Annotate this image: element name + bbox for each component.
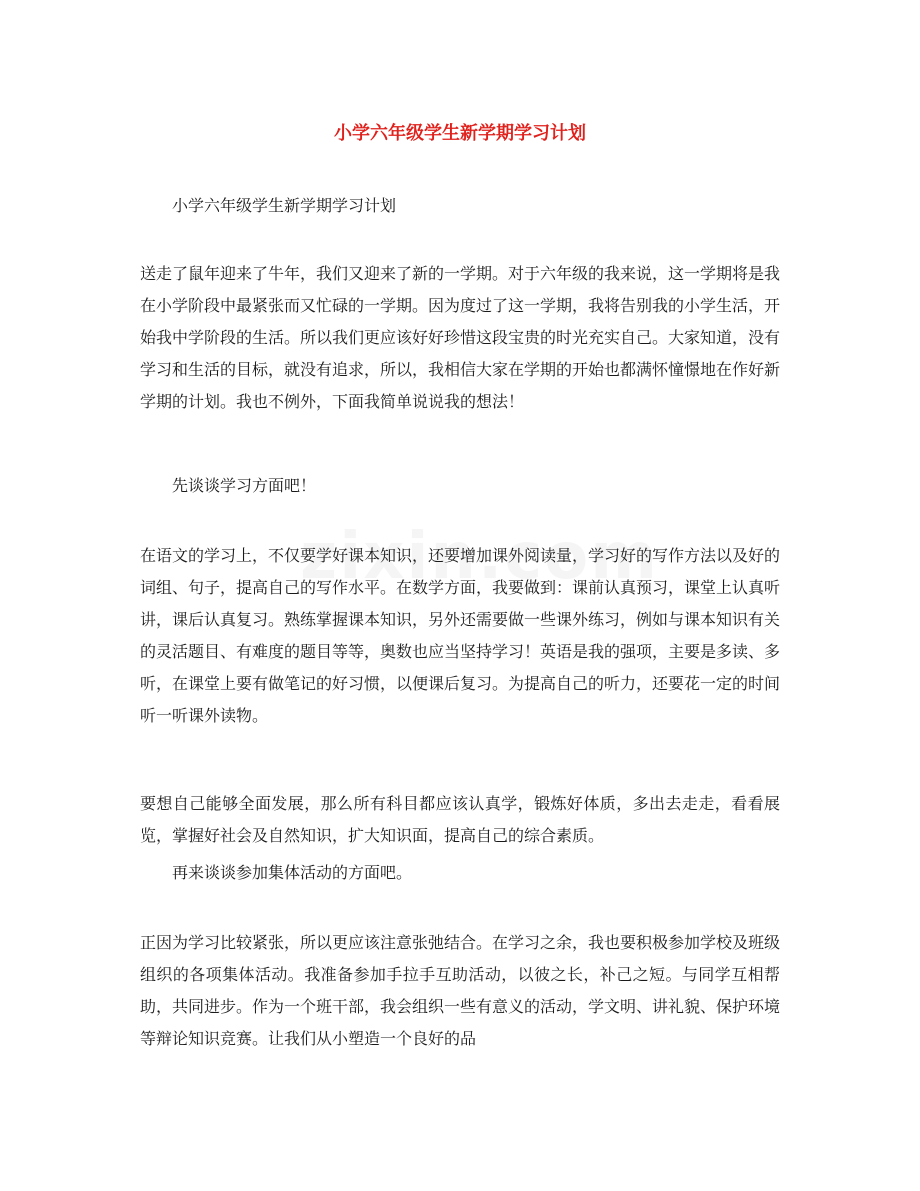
document-title: 小学六年级学生新学期学习计划 <box>334 123 586 144</box>
paragraph-intro: 送走了鼠年迎来了牛年，我们又迎来了新的一学期。对于六年级的我来说，这一学期将是我在小学阶段中最紧张而又忙碌的一学期。因为度过了这一学期，我将告别我的小学生活，开始我中学阶段的生活。所以我们更应该好好珍惜这段宝贵的时光充实自己。大家知道，没有学习和生活的目标，就没有追求，所以，我相信大家在学期的开始也都满怀憧憬地在作好新学期的计划。我也不例外，下面我简单说说我的想法！ <box>140 264 781 411</box>
paragraph-study-heading: 先谈谈学习方面吧！ <box>172 476 317 495</box>
paragraph-subtitle: 小学六年级学生新学期学习计划 <box>172 196 397 215</box>
paragraph-activity-heading: 再来谈谈参加集体活动的方面吧。 <box>172 863 413 882</box>
paragraph-all-round: 要想自己能够全面发展，那么所有科目都应该认真学，锻炼好体质，多出去走走，看看展览，掌握好社会及自然知识，扩大知识面，提高自己的综合素质。 <box>140 794 780 845</box>
paragraph-activity-detail: 正因为学习比较紧张，所以更应该注意张弛结合。在学习之余，我也要积极参加学校及班级组织的各项集体活动。我准备参加手拉手互助活动，以彼之长，补己之短。与同学互相帮助，共同进步。作为一个班干部，我会组织一些有意义的活动，学文明、讲礼貌、保护环境等辩论知识竞赛。让我们从小塑造一个良好的品 <box>140 933 781 1048</box>
paragraph-study-detail: 在语文的学习上，不仅要学好课本知识，还要增加课外阅读量，学习好的写作方法以及好的词组、句子，提高自己的写作水平。在数学方面，我要做到：课前认真预习，课堂上认真听讲，课后认真复习。熟练掌握课本知识，另外还需要做一些课外练习，例如与课本知识有关的灵活题目、有难度的题目等等，奥数也应当坚持学习！英语是我的强项，主要是多读、多听，在课堂上要有做笔记的好习惯，以便课后复习。为提高自己的听力，还要花一定的时间听一听课外读物。 <box>140 546 781 725</box>
